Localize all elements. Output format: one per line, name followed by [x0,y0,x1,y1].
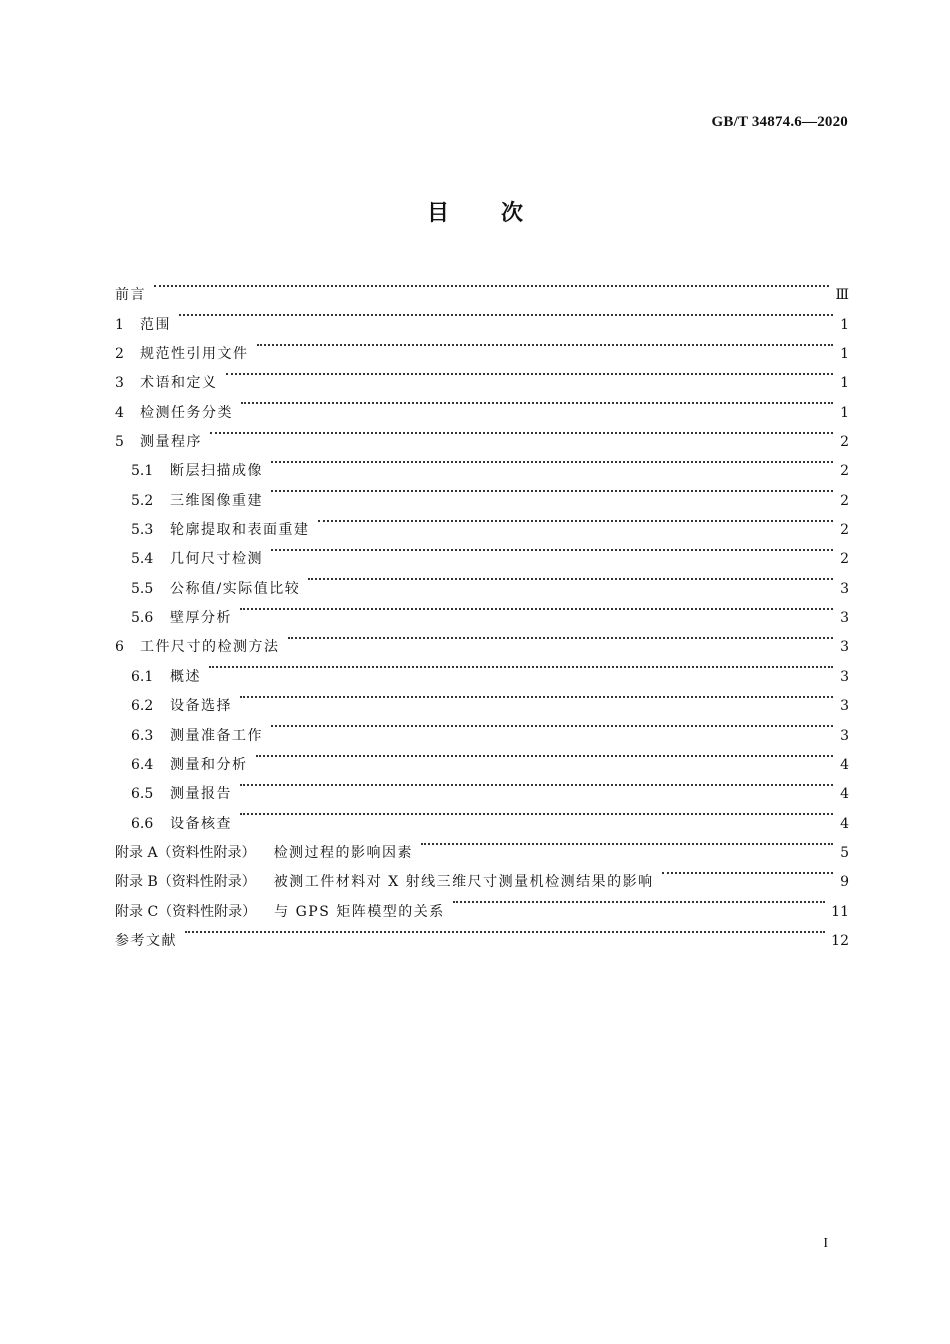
table-of-contents [115,270,849,949]
toc-entry-number: 2 [115,346,124,363]
toc-entry-number: 3 [115,375,124,392]
toc-entry-label: 范围 [140,316,171,333]
toc-entry-page: 3 [840,580,849,597]
toc-entry-page: 4 [840,786,849,803]
toc-entry-page: 4 [840,756,849,773]
toc-entry-page: Ⅲ [835,287,849,304]
toc-dot-leader [226,358,834,387]
toc-entry[interactable] [115,651,849,685]
toc-entry-number: 附录 A（资料性附录） [115,844,256,861]
toc-entry-label: 测量和分析 [170,756,248,773]
toc-dot-leader [421,828,833,857]
toc-entry-label: 与 GPS 矩阵模型的关系 [274,903,445,920]
toc-entry-number: 6 [115,639,124,656]
toc-entry-label: 设备选择 [170,698,232,715]
toc-entry-number: 6.2 [131,698,154,715]
toc-entry[interactable] [115,417,849,451]
toc-entry-page: 1 [840,404,849,421]
toc-entry-page: 1 [840,375,849,392]
toc-dot-leader [271,534,833,563]
toc-entry-page: 1 [840,346,849,363]
toc-entry-number: 1 [115,316,124,333]
page-title: 目次 [426,201,575,226]
toc-entry[interactable] [115,446,849,480]
toc-entry[interactable] [115,299,849,333]
toc-entry-page: 2 [840,434,849,451]
toc-entry-number: 6.1 [131,668,154,685]
toc-entry[interactable] [115,358,849,392]
toc-dot-leader [308,563,833,592]
toc-entry-number: 5 [115,434,124,451]
toc-entry-label: 几何尺寸检测 [170,551,263,568]
toc-entry-label: 被测工件材料对 X 射线三维尺寸测量机检测结果的影响 [273,874,654,891]
toc-dot-leader [185,916,825,945]
toc-entry-label: 断层扫描成像 [170,463,263,480]
toc-entry-label: 概述 [170,668,201,685]
toc-entry-label: 检测过程的影响因素 [273,844,414,861]
toc-dot-leader [240,798,833,827]
toc-entry[interactable] [115,916,849,949]
toc-entry-page: 2 [840,463,849,480]
toc-entry-page: 2 [840,551,849,568]
toc-entry-number: 5.5 [131,580,154,597]
toc-entry-page: 3 [840,668,849,685]
toc-entry-label: 测量报告 [170,786,232,803]
toc-dot-leader [154,270,829,299]
toc-entry-number: 4 [115,404,124,421]
toc-entry-label: 工件尺寸的检测方法 [140,639,280,656]
toc-entry-number: 5.1 [131,463,154,480]
toc-entry-number: 6.5 [131,786,154,803]
toc-entry-label: 三维图像重建 [170,492,263,509]
toc-entry-label: 测量程序 [140,434,202,451]
toc-entry-page: 2 [840,492,849,509]
toc-entry-number: 5.2 [131,492,154,509]
toc-entry-number: 附录 C（资料性附录） [115,903,257,920]
toc-entry-number: 5.4 [131,551,154,568]
toc-entry[interactable] [115,681,849,715]
toc-entry-number: 6.4 [131,756,154,773]
toc-dot-leader [271,446,833,475]
toc-dot-leader [240,593,833,622]
page-number: I [823,1236,828,1251]
toc-entry[interactable] [115,387,849,421]
toc-entry-label: 轮廓提取和表面重建 [170,522,310,539]
toc-entry-label: 公称值/实际值比较 [170,580,301,597]
toc-entry-page: 3 [840,610,849,627]
toc-dot-leader [257,329,834,358]
toc-entry-label: 术语和定义 [140,375,218,392]
toc-entry-label: 检测任务分类 [140,404,233,421]
toc-entry-page: 3 [840,698,849,715]
toc-entry-page: 12 [831,932,849,949]
toc-dot-leader [240,681,833,710]
toc-entry-label: 规范性引用文件 [140,346,249,363]
toc-dot-leader [241,387,833,416]
toc-entry-label: 前言 [115,287,146,304]
toc-dot-leader [662,857,833,886]
toc-entry-page: 11 [831,903,849,920]
toc-entry-page: 3 [840,639,849,656]
toc-entry-number: 5.3 [131,522,154,539]
toc-entry-label: 参考文献 [115,932,177,949]
toc-entry-page: 9 [840,874,849,891]
toc-entry-number: 6.3 [131,727,154,744]
toc-entry-page: 1 [840,316,849,333]
toc-dot-leader [271,710,833,739]
toc-entry-number: 6.6 [131,815,154,832]
toc-entry-page: 4 [840,815,849,832]
toc-entry-label: 壁厚分析 [170,610,232,627]
toc-entry-number: 附录 B（资料性附录） [115,874,256,891]
toc-entry-label: 设备核查 [170,815,232,832]
toc-entry[interactable] [115,329,849,363]
toc-entry-number: 5.6 [131,610,154,627]
toc-entry-page: 3 [840,727,849,744]
toc-dot-leader [271,475,833,504]
toc-dot-leader [288,622,834,651]
toc-dot-leader [209,651,833,680]
toc-dot-leader [453,886,825,915]
toc-entry-label: 测量准备工作 [170,727,263,744]
toc-dot-leader [256,740,834,769]
toc-entry[interactable] [115,270,849,304]
standard-number: GB/T 34874.6—2020 [711,114,848,130]
toc-dot-leader [179,299,833,328]
toc-dot-leader [318,505,834,534]
toc-dot-leader [240,769,833,798]
toc-entry-page: 5 [840,844,849,861]
toc-dot-leader [210,417,833,446]
toc-entry-page: 2 [840,522,849,539]
